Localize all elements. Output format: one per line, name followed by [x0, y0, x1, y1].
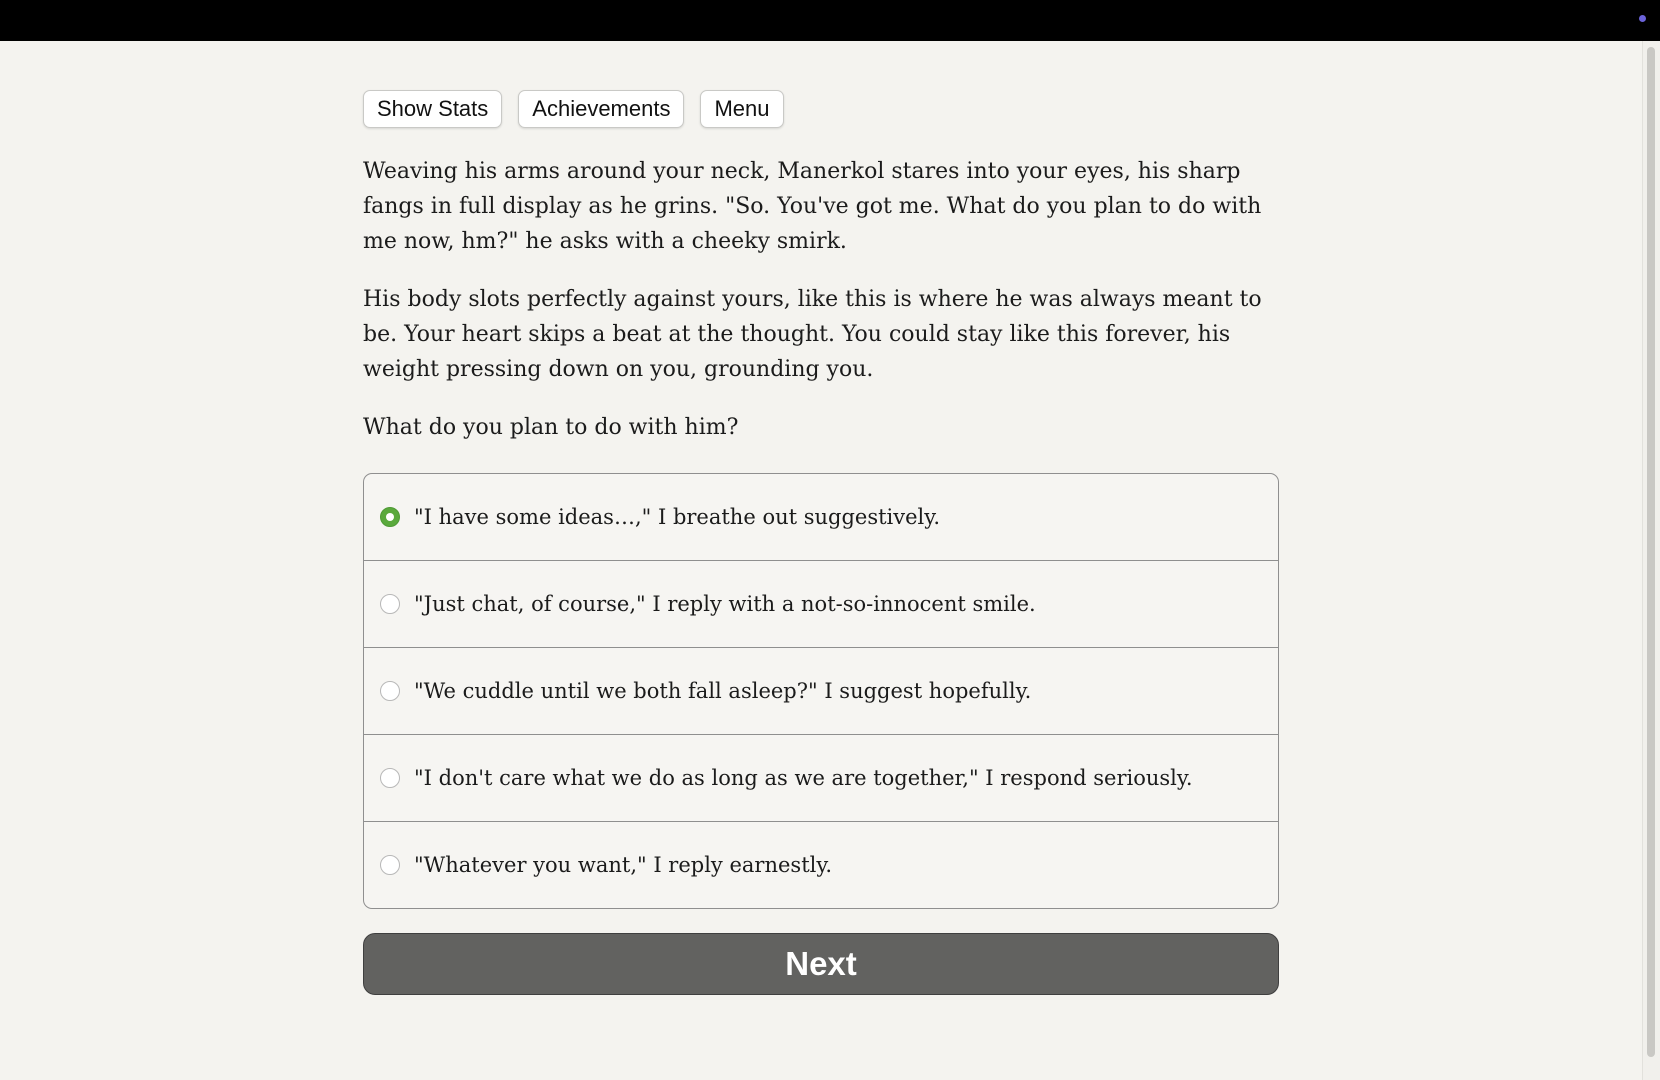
radio-empty-icon[interactable]: [380, 855, 400, 875]
radio-empty-icon[interactable]: [380, 594, 400, 614]
choice-label: "I don't care what we do as long as we are together," I respond seriously.: [414, 766, 1193, 790]
choice-option-4[interactable]: [364, 734, 1278, 821]
menu-button[interactable]: Menu: [700, 90, 783, 128]
story-paragraph-1: Weaving his arms around your neck, Manerkol stares into your eyes, his sharp fangs in full display as he grins. "So. You've got me. What do you plan to do with me now, hm?" he asks with a cheeky smirk.: [363, 159, 1262, 254]
choice-label: "We cuddle until we both fall asleep?" I suggest hopefully.: [414, 679, 1032, 703]
choice-prompt: What do you plan to do with him?: [363, 415, 739, 440]
choice-label: "Whatever you want," I reply earnestly.: [414, 853, 833, 877]
scrollbar[interactable]: [1642, 41, 1660, 1080]
radio-selected-icon[interactable]: [380, 507, 400, 527]
story-paragraph-2: His body slots perfectly against yours, like this is where he was always meant to be. Your heart skips a beat at the thought. You could stay like this forever, his weight pressing down on you, grounding you.: [363, 287, 1262, 382]
show-stats-button[interactable]: Show Stats: [363, 90, 502, 128]
choice-option-1[interactable]: [364, 474, 1278, 560]
choice-label: "I have some ideas…," I breathe out suggestively.: [414, 505, 941, 529]
choice-option-5[interactable]: [364, 821, 1278, 908]
scrollbar-thumb[interactable]: [1647, 47, 1655, 1057]
radio-empty-icon[interactable]: [380, 681, 400, 701]
indicator-dot-icon: [1639, 15, 1646, 22]
next-button[interactable]: Next: [363, 933, 1279, 995]
radio-empty-icon[interactable]: [380, 768, 400, 788]
choice-label: "Just chat, of course," I reply with a not-so-innocent smile.: [414, 592, 1036, 616]
story-text: [363, 154, 1279, 445]
toolbar: [363, 90, 1279, 128]
choice-option-3[interactable]: [364, 647, 1278, 734]
browser-top-bar: [0, 0, 1660, 41]
choice-list: [363, 473, 1279, 909]
choice-option-2[interactable]: [364, 560, 1278, 647]
game-content: [363, 90, 1279, 995]
achievements-button[interactable]: Achievements: [518, 90, 684, 128]
